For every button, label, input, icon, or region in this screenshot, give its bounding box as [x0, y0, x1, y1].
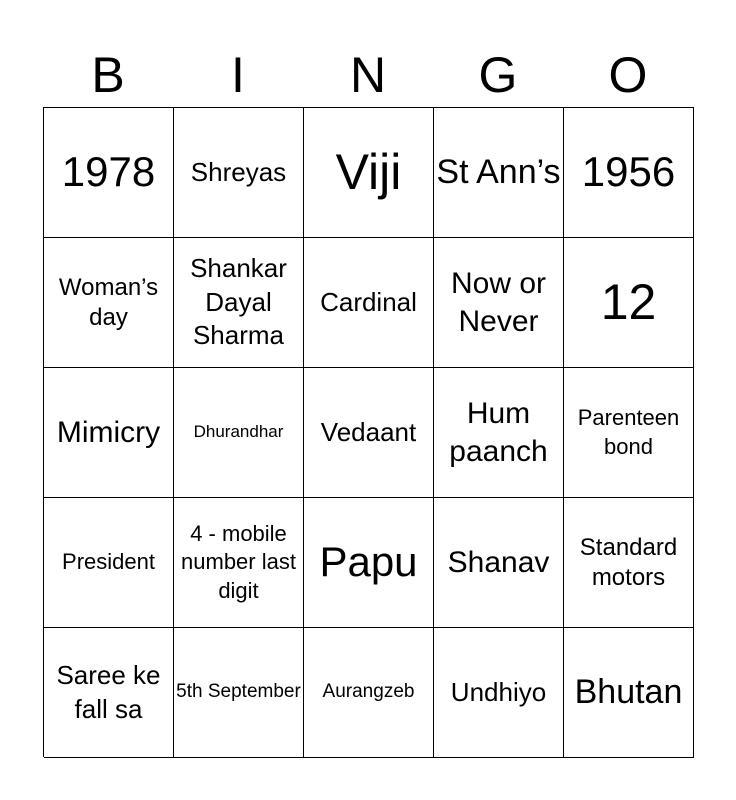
bingo-cell-r4-c2[interactable]: 4 - mobile number last digit [174, 498, 304, 628]
bingo-cell-r4-c4[interactable]: Shanav [434, 498, 564, 628]
bingo-cell-r3-c5[interactable]: Parenteen bond [564, 368, 694, 498]
bingo-cell-r3-c1[interactable]: Mimicry [44, 368, 174, 498]
bingo-cell-r2-c2[interactable]: Shankar Dayal Sharma [174, 238, 304, 368]
bingo-cell-r1-c1[interactable]: 1978 [44, 108, 174, 238]
header-letter-n: N [349, 47, 387, 103]
bingo-cell-r5-c4[interactable]: Undhiyo [434, 628, 564, 758]
bingo-cell-r5-c3[interactable]: Aurangzeb [304, 628, 434, 758]
bingo-cell-r1-c2[interactable]: Shreyas [174, 108, 304, 238]
bingo-cell-r2-c4[interactable]: Now or Never [434, 238, 564, 368]
bingo-cell-r1-c5[interactable]: 1956 [564, 108, 694, 238]
header-letter-o: O [608, 47, 648, 103]
bingo-cell-r2-c3[interactable]: Cardinal [304, 238, 434, 368]
bingo-cell-r3-c3[interactable]: Vedaant [304, 368, 434, 498]
bingo-cell-r4-c3[interactable]: Papu [304, 498, 434, 628]
bingo-cell-r5-c1[interactable]: Saree ke fall sa [44, 628, 174, 758]
header-letter-g: G [478, 47, 518, 103]
bingo-cell-r4-c5[interactable]: Standard motors [564, 498, 694, 628]
bingo-cell-r5-c5[interactable]: Bhutan [564, 628, 694, 758]
bingo-cell-r2-c1[interactable]: Woman’s day [44, 238, 174, 368]
bingo-cell-r1-c4[interactable]: St Ann’s [434, 108, 564, 238]
bingo-header [43, 42, 693, 108]
bingo-cell-r2-c5[interactable]: 12 [564, 238, 694, 368]
bingo-cell-r3-c2[interactable]: Dhurandhar [174, 368, 304, 498]
header-letter-i: I [231, 47, 245, 103]
bingo-cell-r4-c1[interactable]: President [44, 498, 174, 628]
bingo-board [43, 107, 694, 757]
bingo-cell-r1-c3[interactable]: Viji [304, 108, 434, 238]
header-letter-b: B [91, 47, 125, 103]
bingo-cell-r3-c4[interactable]: Hum paanch [434, 368, 564, 498]
bingo-cell-r5-c2[interactable]: 5th September [174, 628, 304, 758]
